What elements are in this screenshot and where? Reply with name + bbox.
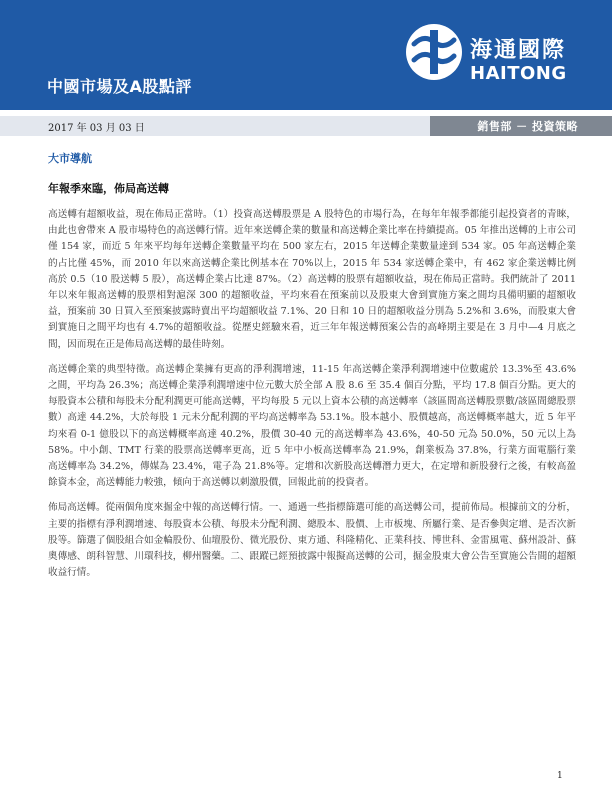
department-bar — [430, 116, 612, 136]
paragraph: 高送轉企業的典型特徵。高送轉企業擁有更高的淨利潤增速，11-15 年高送轉企業淨利潤增速中位數處於 13.3%至 43.6%之間，平均為 26.3%；高送轉企業淨利潤增速中位元數大於全部 A 股 8.6 至 35.4 個百分點，平均 17.8 個百分點。更大的每股資本公積和每股未分配利潤更可能高送轉，平均每股 5 元以上資本公積的高送轉率（該區間高送轉股票數/該區間總股票數）高達 44.2%，大於每股 1 元未分配利潤的平均高送轉率為 53.1%。股本越小、股價越高，高送轉概率越大，近 5 年平均來看 0-1 億股以下的高送轉概率高達 40.2%，股價 30-40 元的高送轉率為 43.6%，40-50 元為 50.0%，50 元以上為 58%。中小創、TMT 行業的股票高送轉率更高，近 5 年中小板高送轉率為 21.9%，創業板為 37.8%，行業方面電腦行業高送轉率為 34.2%，傳媒為 23.4%，電子為 21.8%等。定增和次新股高送轉潛力更大，在定增和新股發行之後，有較高盈餘資本金，高送轉能力較強，傾向于高送轉以刺激股價，回報此前的投資者。 — [48, 363, 576, 489]
report-title: 中國市場及A股點評 — [47, 77, 192, 96]
section-title: 大市導航 — [48, 152, 92, 165]
article-title: 年報季來臨，佈局高送轉 — [48, 182, 169, 195]
report-header — [0, 0, 612, 110]
logo-chinese-name: 海通國際 — [470, 38, 567, 63]
page-number: 1 — [557, 771, 563, 781]
date-bar — [0, 116, 430, 136]
department-label: 銷售部 － 投資策略 — [477, 120, 578, 133]
logo-english-name: HAITONG — [470, 63, 567, 84]
article-body — [48, 207, 576, 590]
paragraph: 佈局高送轉。從兩個角度來掘金中報的高送轉行情。一、通過一些指標篩選可能的高送轉公司，提前佈局。根據前文的分析，主要的指標有淨利潤增速、每股資本公積、每股未分配利潤、總股本、股價、上市板塊、所屬行業、是否參與定增、是否次新股等。篩選了個股組合如金輪股份、仙壇股份、微光股份、東方通、科隆精化、正業科技、博世科、金雷風電、蘇州設計、蘇奧傳感、朗科智慧、川環科技，柳州醫藥。二、跟蹤已經預披露中報擬高送轉的公司，掘金股東大會公告至實施公告間的超額收益行情。 — [48, 502, 576, 579]
report-date: 2017 年 03 月 03 日 — [48, 123, 145, 134]
haitong-logo — [404, 22, 584, 92]
paragraph: 高送轉有超額收益，現在佈局正當時。（1）投資高送轉股票是 A 股特色的市場行為，在每年年報季都能引起投資者的青睞，由此也會帶來 A 股市場特色的高送轉行情。近年來送轉企業的數量和高送轉企業比率在持續提高。05 年推出送轉的上市公司僅 154 家，而近 5 年來平均每年送轉企業數量平均在 500 家左右，2015 年送轉企業數量達到 534 家。05 年高送轉企業的占比僅 45%，而 2010 年以來高送轉企業比例基本在 70%以上，2015 年 534 家送轉企業中，有 462 家企業送轉比例高於 0.5（10 股送轉 5 股），高送轉企業占比達 87%。（2）高送轉的股票有超額收益，現在佈局正當時。我們統計了 2011 年以來年報高送轉的股票相對滬深 300 的超額收益，平均來看在預案前以及股東大會到實施方案之間均具備明顯的超額收益，預案前 30 日買入至預案披露時賣出平均超額收益 7.1%、20 日和 10 日的超額收益分別為 5.2%和 3.6%，而股東大會到實施日之間平均也有 4.7%的超額收益。從歷史經驗來看，近三年年報送轉預案公告的高峰期主要是在 3 月中—4 月底之間，因而現在正是佈局高送轉的最佳時刻。 — [48, 209, 576, 350]
haitong-emblem-icon — [404, 22, 464, 82]
